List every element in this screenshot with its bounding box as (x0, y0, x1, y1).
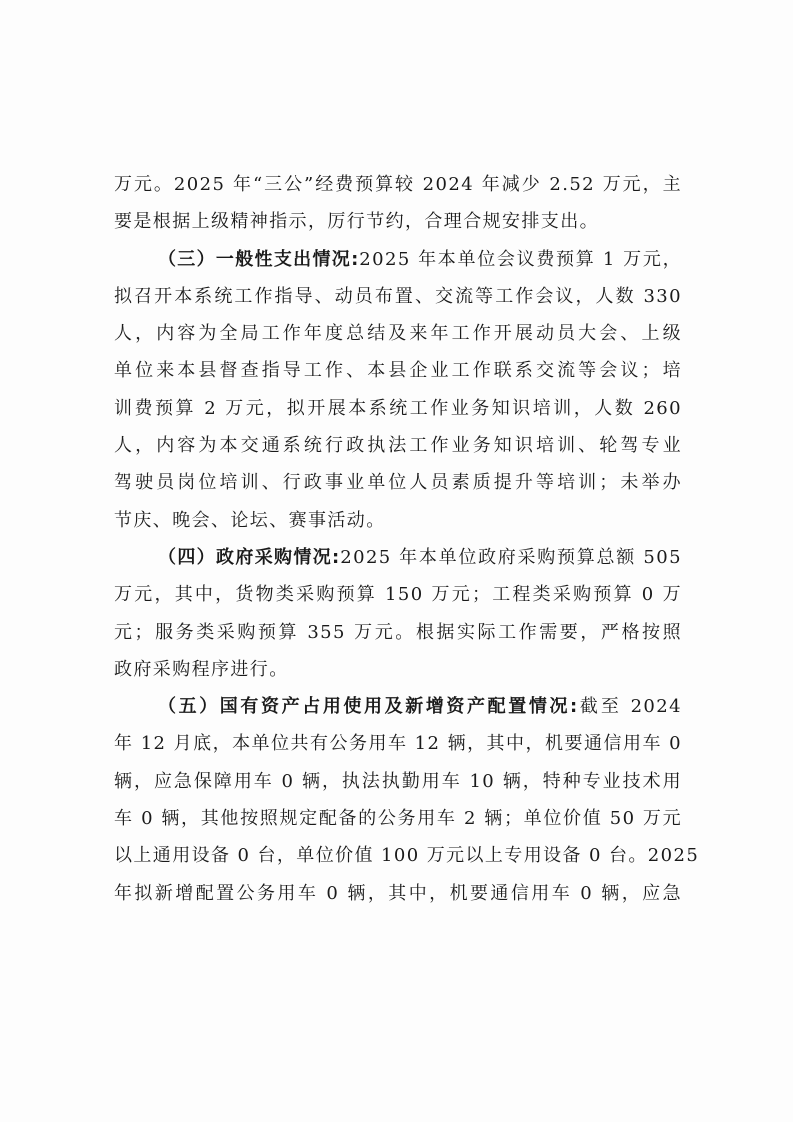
paragraph-line: 元；服务类采购预算 355 万元。根据实际工作需要，严格按照 (114, 621, 682, 643)
paragraph-line: 政府采购程序进行。 (114, 658, 289, 680)
paragraph-line: 年 12 月底，本单位共有公务用车 12 辆，其中，机要通信用车 0 (114, 733, 682, 755)
document-body (114, 166, 700, 912)
paragraph-line: 车 0 辆，其他按照规定配备的公务用车 2 辆；单位价值 50 万元 (114, 808, 682, 830)
section-4-heading: （四）政府采购情况: (158, 546, 341, 568)
paragraph-line: 人，内容为全局工作年度总结及来年工作开展动员大会、上级 (114, 323, 682, 345)
paragraph-line: 要是根据上级精神指示，厉行节约，合理合规安排支出。 (114, 211, 599, 233)
paragraph-line: 辆，应急保障用车 0 辆，执法执勤用车 10 辆，特种专业技术用 (114, 770, 682, 792)
paragraph-line: 人，内容为本交通系统行政执法工作业务知识培训、轮驾专业 (114, 435, 682, 457)
paragraph-line: 截至 2024 (578, 696, 682, 718)
paragraph-line: 驾驶员岗位培训、行政事业单位人员素质提升等培训；未举办 (114, 472, 682, 494)
paragraph-line: 以上通用设备 0 台，单位价值 100 万元以上专用设备 0 台。2025 (114, 845, 700, 867)
section-3-heading: （三）一般性支出情况: (158, 248, 360, 270)
paragraph-line: 万元，其中，货物类采购预算 150 万元；工程类采购预算 0 万 (114, 584, 682, 606)
paragraph-line: 万元。2025 年“三公”经费预算较 2024 年减少 2.52 万元，主 (114, 174, 682, 195)
paragraph-line: 年拟新增配置公务用车 0 辆，其中，机要通信用车 0 辆，应急 (114, 882, 682, 904)
paragraph-line: 2025 年本单位会议费预算 1 万元， (359, 248, 682, 270)
paragraph-line: 拟召开本系统工作指导、动员布置、交流等工作会议，人数 330 (114, 285, 682, 307)
section-4-first-line (114, 539, 682, 576)
section-5-first-line (114, 688, 682, 725)
section-3-first-line (114, 241, 682, 278)
section-5-heading: （五）国有资产占用使用及新增资产配置情况: (158, 696, 579, 718)
paragraph-line: 2025 年本单位政府采购预算总额 505 (340, 546, 682, 568)
paragraph-line: 单位来本县督查指导工作、本县企业工作联系交流等会议；培 (114, 360, 682, 382)
paragraph-line: 训费预算 2 万元，拟开展本系统工作业务知识培训，人数 260 (114, 397, 682, 419)
paragraph-line: 节庆、晚会、论坛、赛事活动。 (114, 509, 386, 531)
